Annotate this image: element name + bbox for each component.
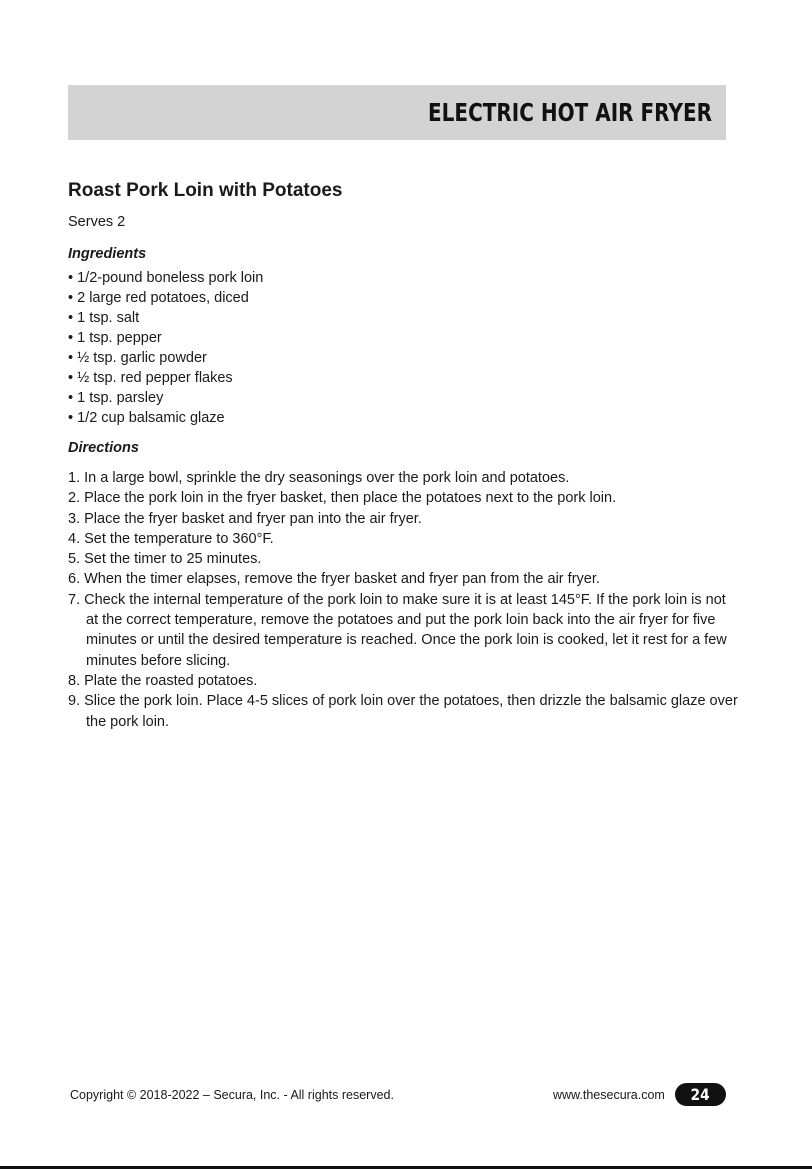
ingredient-item: • 1/2-pound boneless pork loin (68, 268, 738, 288)
page-number-badge (675, 1083, 726, 1106)
direction-step: 5. Set the timer to 25 minutes. (68, 551, 262, 568)
ingredients-heading: Ingredients (68, 246, 147, 262)
ingredient-item: • 1 tsp. salt (68, 308, 738, 328)
direction-step: 4. Set the temperature to 360°F. (68, 530, 274, 547)
recipe-content (68, 178, 738, 732)
manual-title: ELECTRIC HOT AIR FRYER (427, 98, 712, 127)
ingredient-item: • 2 large red potatoes, diced (68, 288, 738, 308)
ingredient-item: • 1 tsp. pepper (68, 328, 738, 348)
direction-step: 8. Plate the roasted potatoes. (68, 672, 258, 689)
direction-step: 6. When the timer elapses, remove the fryer basket and fryer pan from the air fryer. (68, 571, 600, 588)
header-band (68, 85, 726, 140)
ingredient-item: • 1/2 cup balsamic glaze (68, 408, 738, 428)
recipe-serves: Serves 2 (68, 214, 126, 230)
footer-copyright: Copyright © 2018-2022 – Secura, Inc. - All rights reserved. (70, 1088, 394, 1102)
direction-step: 3. Place the fryer basket and fryer pan into the air fryer. (68, 510, 422, 527)
direction-step: 7. Check the internal temperature of the pork loin to make sure it is at least 145°F. If the pork loin is not at the correct temperature, remove the potatoes and put the pork loin back into the air fryer for five minutes or until the desired temperature is reached. Once the pork loin is cooked, let it rest for a few minutes before slicing. (68, 591, 727, 669)
footer-website: www.thesecura.com (553, 1088, 665, 1102)
ingredients-list (68, 268, 738, 428)
recipe-title: Roast Pork Loin with Potatoes (68, 180, 343, 201)
direction-step: 1. In a large bowl, sprinkle the dry seasonings over the pork loin and potatoes. (68, 470, 570, 486)
direction-step: 9. Slice the pork loin. Place 4-5 slices of pork loin over the potatoes, then drizzle the balsamic glaze over the pork loin. (68, 693, 738, 730)
directions-heading: Directions (68, 440, 139, 456)
ingredient-item: • ½ tsp. red pepper flakes (68, 368, 738, 388)
page-number: 24 (691, 1085, 710, 1104)
ingredient-item: • ½ tsp. garlic powder (68, 348, 738, 368)
direction-step: 2. Place the pork loin in the fryer basket, then place the potatoes next to the pork loin. (68, 490, 617, 507)
directions-list (68, 468, 738, 732)
ingredient-item: • 1 tsp. parsley (68, 388, 738, 408)
